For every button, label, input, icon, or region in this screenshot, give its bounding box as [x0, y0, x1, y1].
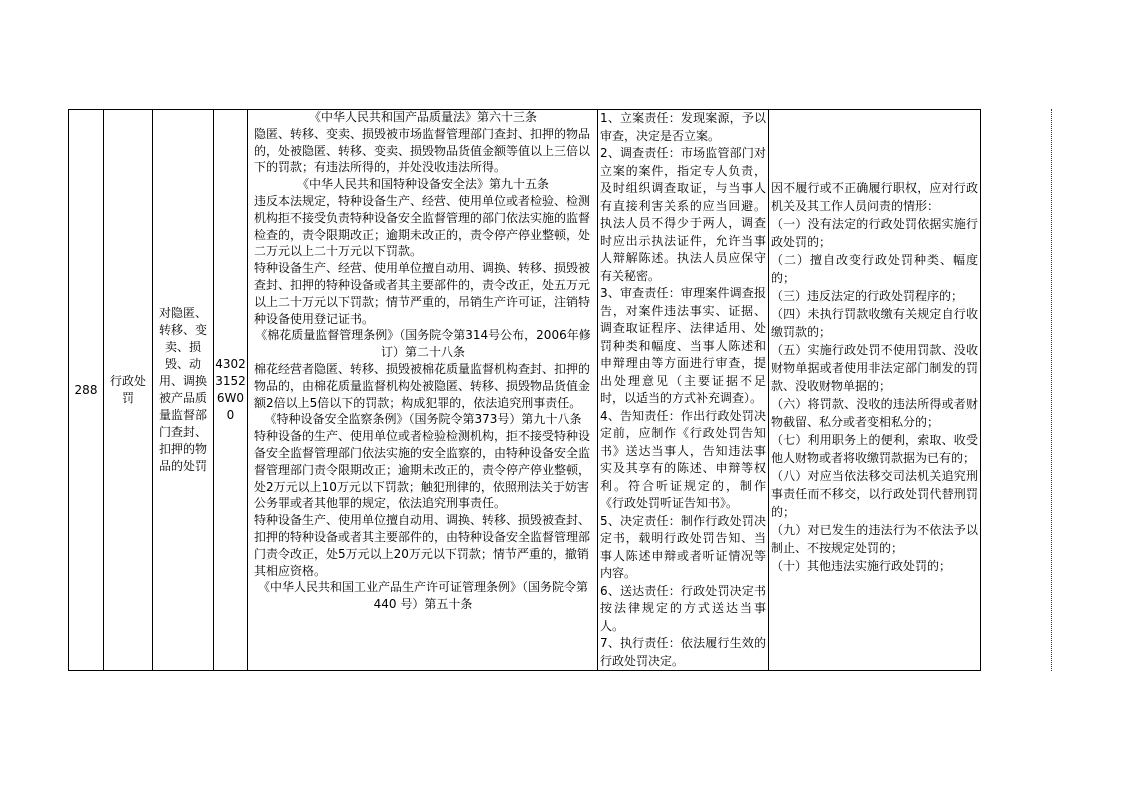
duty-item: 2、调查责任：市场监管部门对立案的案件，指定专人负责，及时组织调查取证，与当事人有直接利害关系的应当回避。执法人员不得少于两人，调查时应出示执法证件，允许当事人辩解陈述。执法人员应保守有关秘密。 — [600, 146, 766, 283]
liability-item: 因不履行或不正确履行职权，应对行政机关及其工作人员问责的情形： — [771, 181, 978, 213]
item-code-line: 0 — [226, 408, 235, 422]
item-name: 对隐匿、转移、变卖、损毁、动用、调换被产品质量监督部门查封、扣押的物品的处罚 — [158, 306, 207, 473]
basis-clause-text: 隐匿、转移、变卖、损毁被市场监督管理部门查封、扣押的物品的，处被隐匿、转移、变卖、损毁物品货值金额等值以上三倍以下的罚款；有违法所得的，并处没收违法所得。 — [254, 126, 591, 175]
legal-basis — [254, 109, 592, 670]
basis-clause-text: 特种设备生产、经营、使用单位擅自动用、调换、转移、损毁被查封、扣押的特种设备或者其主要部件的，责令改正，处五万元以上二十万元以下罚款；情节严重的，吊销生产许可证，注销特种设备使用登记证书。 — [254, 261, 591, 326]
item-code-line: 3152 — [215, 374, 246, 388]
basis-clause-text: 违反本法规定，特种设备生产、经营、使用单位或者检验、检测机构拒不接受负责特种设备安全监督管理的部门依法实施的监督检查的，责令限期改正；逾期未改正的，责令停产停业整顿，处二万元以上二十万元以下罚款。 — [254, 193, 591, 259]
liability-item: （四）未执行罚款收缴有关规定自行收缴罚款的； — [771, 307, 978, 339]
basis-clause-title: 《中华人民共和国工业产品生产许可证管理条例》（国务院令第 440 号）第五十条 — [257, 580, 588, 612]
basis-clause-text: 棉花经营者隐匿、转移、损毁被棉花质量监督机构查封、扣押的物品的，由棉花质量监督机构处被隐匿、转移、损毁物品货值金额2倍以上5倍以下的罚款；构成犯罪的，依法追究刑事责任。 — [254, 361, 591, 410]
table-bottom-border — [68, 670, 981, 671]
duty-item: 4、告知责任：作出行政处罚决定前，应制作《行政处罚告知书》送达当事人，告知违法事实及其享有的陈述、申辩等权利。符合听证规定的，制作《行政处罚听证告知书》。 — [600, 408, 766, 510]
item-code-line: 4302 — [215, 357, 246, 371]
item-category: 行政处罚 — [109, 374, 146, 405]
duty-item: 6、送达责任：行政处罚决定书按法律规定的方式送达当事人。 — [600, 583, 766, 633]
basis-clause-text: 特种设备生产、使用单位擅自动用、调换、转移、损毁被查封、扣押的特种设备或者其主要部件的，由特种设备安全监督管理部门责令改正，处5万元以上20万元以下罚款；情节严重的，撤销其相应资格。 — [254, 513, 591, 578]
duty-item: 7、执行责任：依法履行生效的行政处罚决定。 — [600, 636, 766, 668]
duty-item: 3、审查责任：审理案件调查报告，对案件违法事实、证据、调查取证程序、法律适用、处罚种类和幅度、当事人陈述和申辩理由等方面进行审查，提出处理意见（主要证据不足时，以适当的方式补充调查）。 — [600, 286, 766, 405]
liability-item: （九）对已发生的违法行为不依法予以制止、不按规定处罚的； — [771, 523, 978, 555]
accountability-cases — [769, 179, 980, 669]
liability-item: （三）违反法定的行政处罚程序的； — [771, 289, 964, 303]
column-border — [247, 109, 248, 671]
basis-clause-text: 特种设备的生产、使用单位或者检验检测机构，拒不接受特种设备安全监督管理部门依法实施的安全监察的，由特种设备安全监督管理部门责令限期改正；逾期未改正的，责令停产停业整顿，处2万元以上10万元以下罚款；触犯刑律的，依照刑法关于妨害公务罪或者其他罪的规定，依法追究刑事责任。 — [254, 429, 591, 511]
duty-item: 1、立案责任：发现案源，予以审查，决定是否立案。 — [600, 111, 766, 143]
row-number: 288 — [74, 382, 98, 397]
basis-clause-title: 《棉花质量监督管理条例》（国务院令第314号公布，2006年修订）第二十八条 — [255, 328, 591, 360]
liability-item: （二）擅自改变行政处罚种类、幅度的； — [771, 253, 978, 285]
remarks — [981, 110, 1051, 670]
liability-item: （一）没有法定的行政处罚依据实施行政处罚的； — [771, 217, 978, 249]
liability-item: （五）实施行政处罚不使用罚款、没收财物单据或者使用非法定部门制发的罚款、没收财物单据的； — [771, 343, 978, 393]
basis-clause-title: 《中华人民共和国产品质量法》第六十三条 — [308, 110, 537, 124]
liability-item: （六）将罚款、没收的违法所得或者财物截留、私分或者变相私分的； — [771, 397, 978, 429]
duty-item: 5、决定责任：制作行政处罚决定书，载明行政处罚告知、当事人陈述申辩或者听证情况等内容。 — [600, 513, 766, 580]
liability-item: （八）对应当依法移交司法机关追究刑事责任而不移交，以行政处罚代替刑罚的； — [771, 469, 978, 519]
page-edge-dotted-line — [1051, 109, 1052, 671]
basis-clause-title: 《中华人民共和国特种设备安全法》第九十五条 — [296, 177, 549, 192]
liability-item: （十）其他违法实施行政处罚的； — [771, 559, 952, 573]
duty-responsibilities — [598, 110, 768, 670]
duty-table — [68, 109, 1053, 671]
item-code-line: 6W0 — [216, 391, 245, 405]
liability-item: （七）利用职务上的便利，索取、收受他人财物或者将收缴罚款据为已有的； — [771, 433, 978, 465]
basis-clause-title: 《特种设备安全监察条例》（国务院令第373号）第九十八条 — [264, 412, 582, 427]
item-code — [214, 110, 247, 670]
